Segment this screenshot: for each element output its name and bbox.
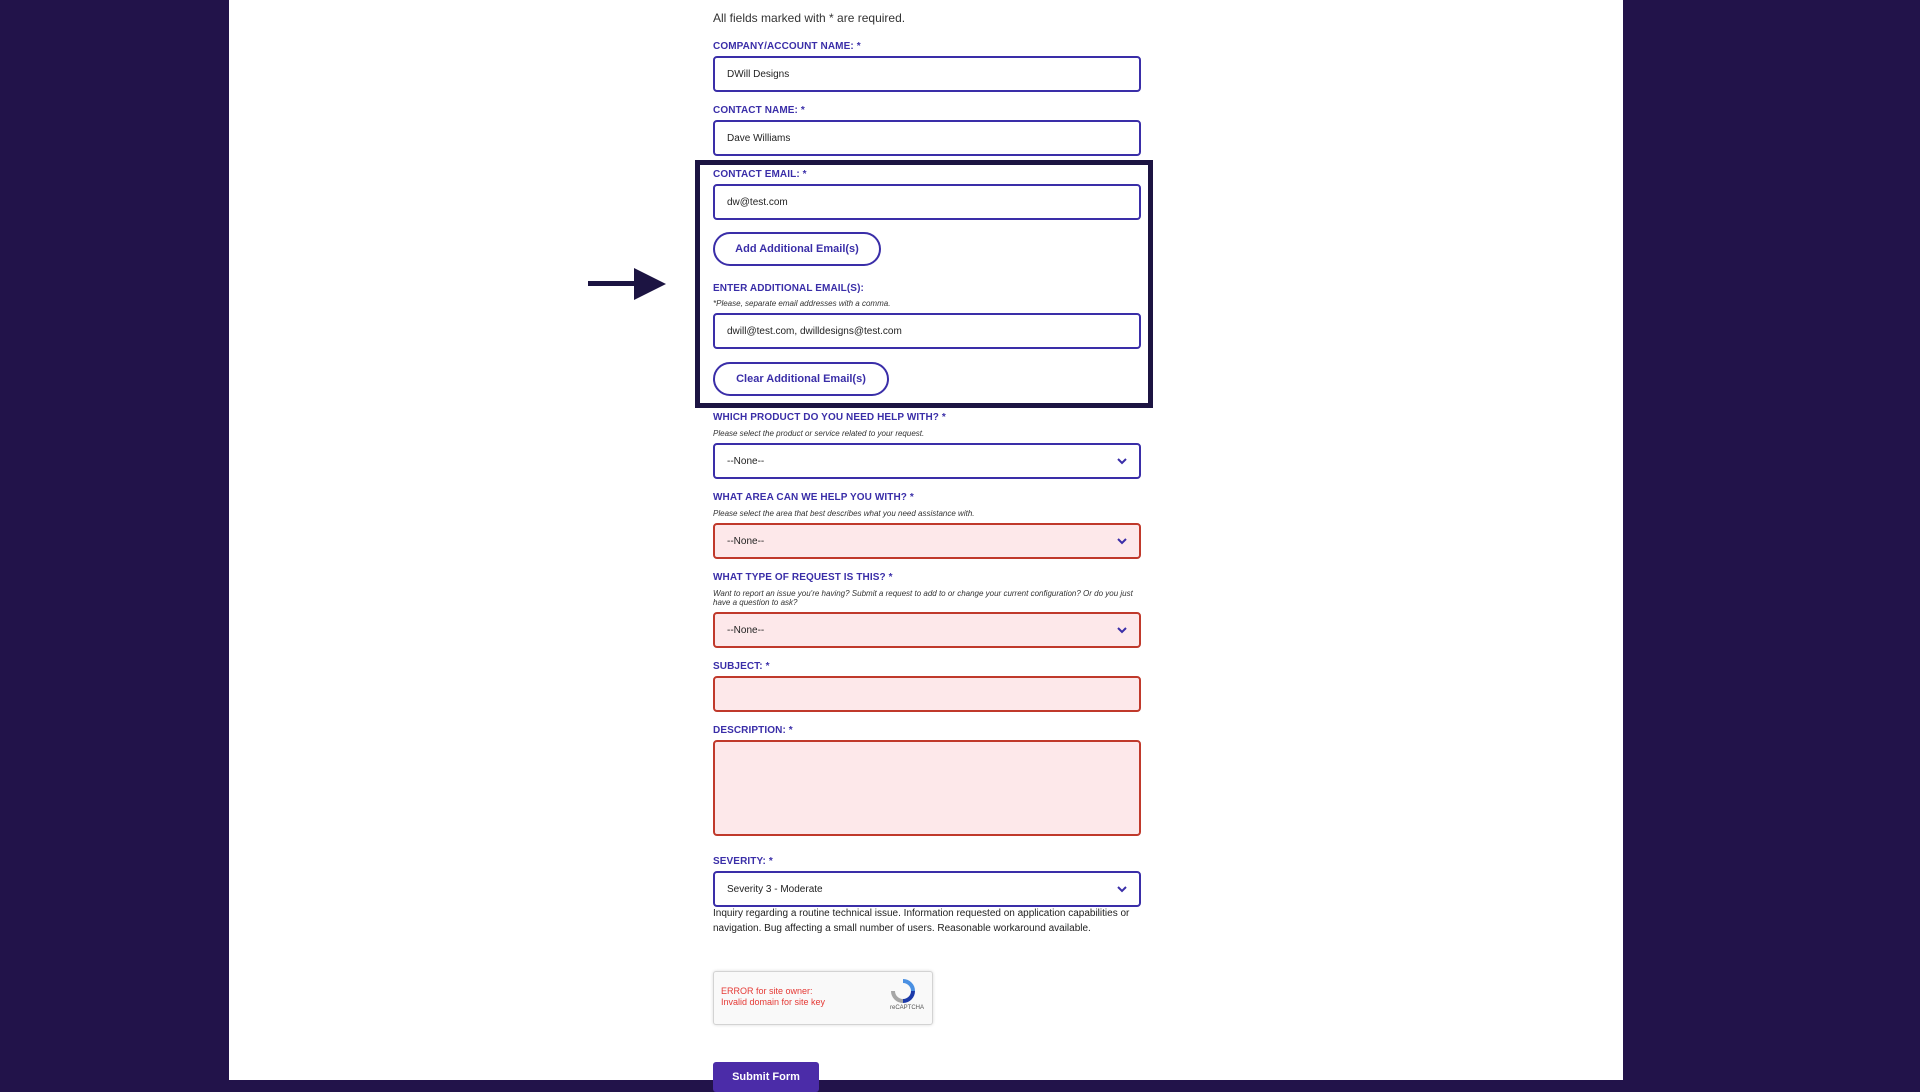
product-hint: Please select the product or service related to your request. — [713, 429, 925, 438]
recaptcha-widget[interactable] — [713, 971, 933, 1025]
description-label: DESCRIPTION: * — [713, 725, 793, 736]
request-type-select[interactable]: --None-- — [713, 612, 1141, 648]
chevron-down-icon — [1115, 454, 1129, 468]
contact-name-field[interactable]: Dave Williams — [713, 120, 1141, 156]
add-additional-email-button[interactable]: Add Additional Email(s) — [713, 232, 881, 266]
product-label: WHICH PRODUCT DO YOU NEED HELP WITH? * — [713, 412, 946, 423]
area-label: WHAT AREA CAN WE HELP YOU WITH? * — [713, 492, 914, 503]
chevron-down-icon — [1115, 623, 1129, 637]
severity-select[interactable]: Severity 3 - Moderate — [713, 871, 1141, 907]
contact-name-label: CONTACT NAME: * — [713, 105, 805, 116]
product-select[interactable]: --None-- — [713, 443, 1141, 479]
description-textarea[interactable] — [713, 740, 1141, 836]
subject-label: SUBJECT: * — [713, 661, 770, 672]
company-field[interactable]: DWill Designs — [713, 56, 1141, 92]
additional-emails-field[interactable]: dwill@test.com, dwilldesigns@test.com — [713, 313, 1141, 349]
area-hint: Please select the area that best describes what you need assistance with. — [713, 509, 975, 518]
contact-email-field[interactable]: dw@test.com — [713, 184, 1141, 220]
chevron-down-icon — [1115, 534, 1129, 548]
subject-field[interactable] — [713, 676, 1141, 712]
submit-form-button[interactable]: Submit Form — [713, 1062, 819, 1092]
clear-additional-email-button[interactable]: Clear Additional Email(s) — [713, 362, 889, 396]
recaptcha-brand: reCAPTCHA — [889, 1005, 924, 1011]
request-type-label: WHAT TYPE OF REQUEST IS THIS? * — [713, 572, 893, 583]
company-label: COMPANY/ACCOUNT NAME: * — [713, 41, 861, 52]
required-fields-note: All fields marked with * are required. — [713, 11, 906, 25]
contact-email-label: CONTACT EMAIL: * — [713, 169, 807, 180]
area-select[interactable]: --None-- — [713, 523, 1141, 559]
recaptcha-error: ERROR for site owner: Invalid domain for site key — [721, 986, 826, 1007]
severity-label: SEVERITY: * — [713, 856, 773, 867]
chevron-down-icon — [1115, 882, 1129, 896]
right-arrow-icon — [588, 264, 668, 304]
recaptcha-logo-icon — [890, 978, 916, 1004]
additional-emails-hint: *Please, separate email addresses with a comma. — [713, 299, 891, 308]
severity-description: Inquiry regarding a routine technical issue. Information requested on application capabilities or navigation. Bug affecting a small number of users. Reasonable workaround available. — [713, 908, 1130, 934]
additional-emails-label: ENTER ADDITIONAL EMAIL(S): — [713, 283, 864, 294]
request-type-hint: Want to report an issue you're having? Submit a request to add to or change your current configuration? Or do you just have a question to ask? — [713, 589, 1133, 607]
